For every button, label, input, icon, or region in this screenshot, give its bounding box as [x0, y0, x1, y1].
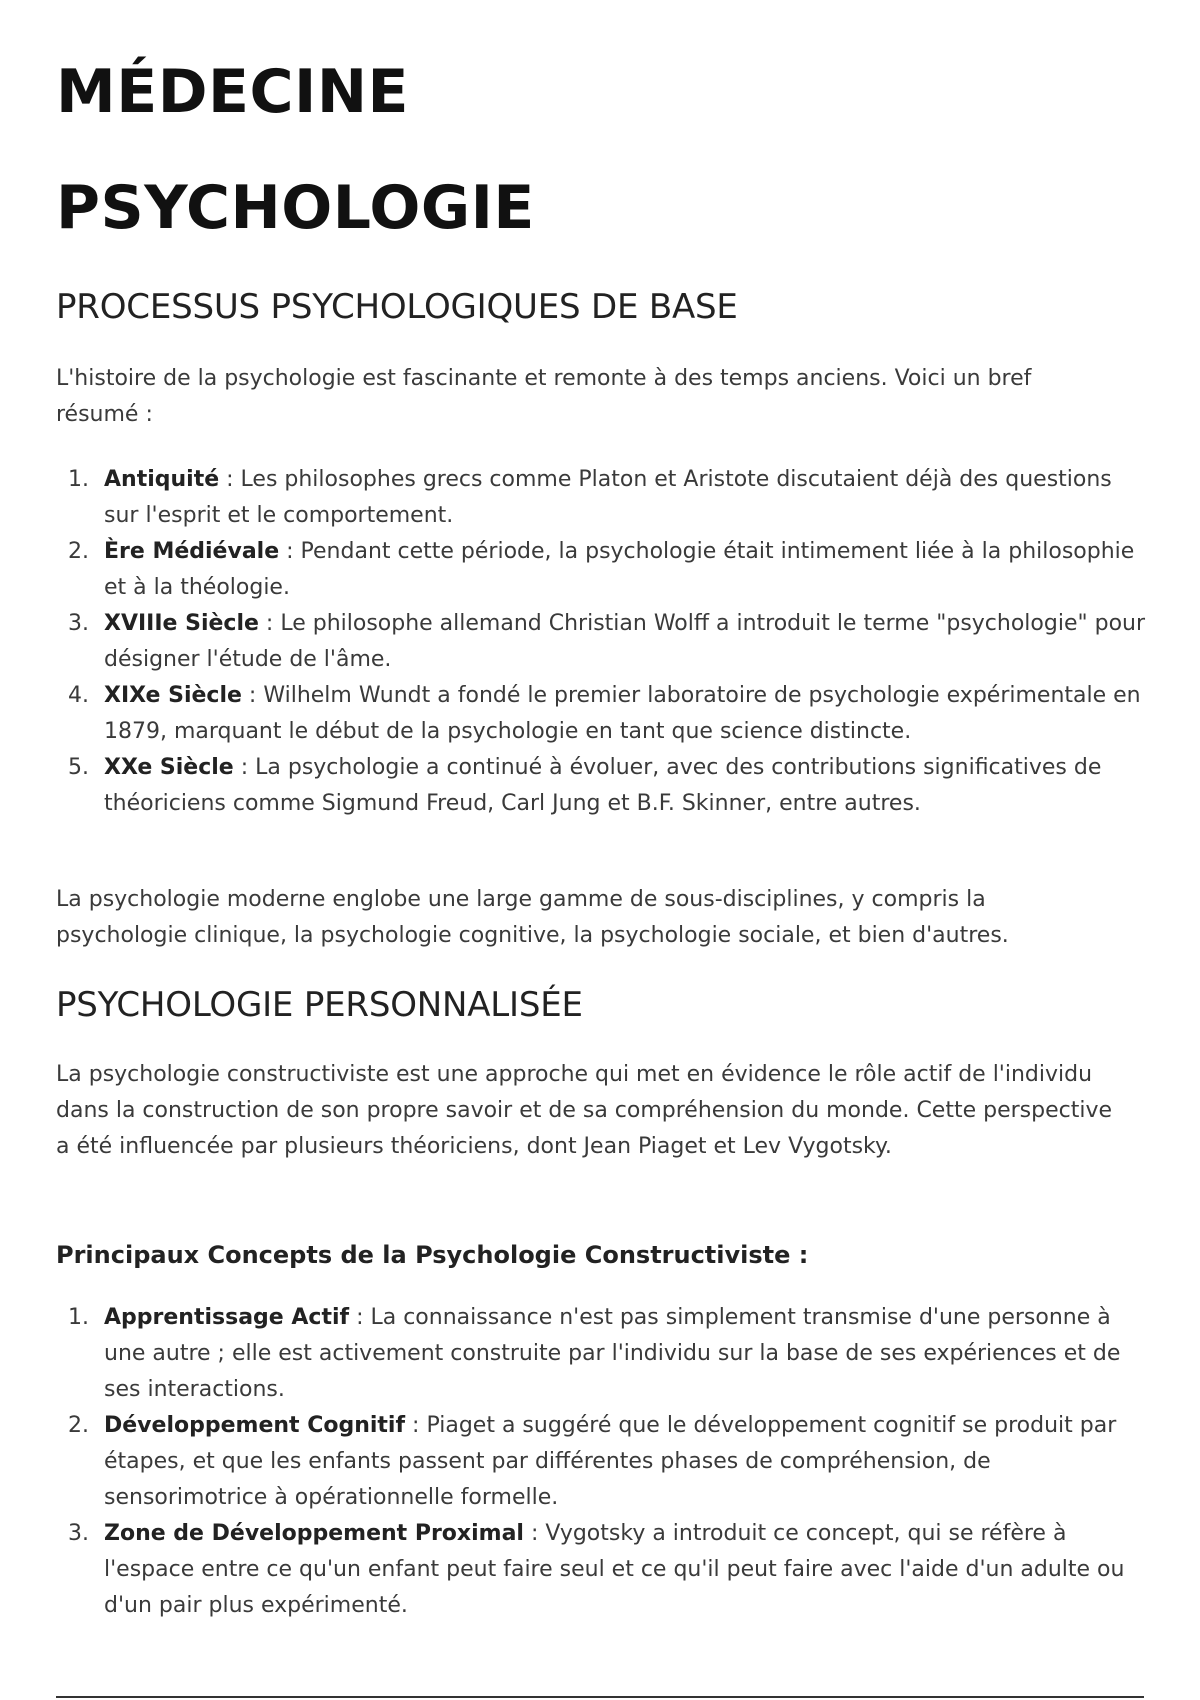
list-item: [56, 750, 1146, 822]
list-item-term: Zone de Développement Proximal: [104, 1521, 524, 1546]
list-item: [56, 462, 1146, 534]
list-item-term: Antiquité: [104, 467, 220, 492]
list-item-text: : Pendant cette période, la psychologie était intimement liée à la philosophie et à la théologie.: [104, 539, 1135, 600]
section-heading-processus: PROCESSUS PSYCHOLOGIQUES DE BASE: [56, 287, 738, 327]
list-item-number: 4.: [68, 683, 89, 708]
list-item: [56, 1408, 1146, 1516]
list-item-text: : La connaissance n'est pas simplement transmise d'une personne à une autre ; elle est activement construite par l'individu sur la base de ses expériences et de ses interactions.: [104, 1305, 1121, 1402]
document-title: MÉDECINE: [56, 57, 410, 127]
list-item-term: Ère Médiévale: [104, 539, 280, 564]
list-item-term: XXe Siècle: [104, 755, 234, 780]
list-item-text: : La psychologie a continué à évoluer, avec des contributions significatives de théoriciens comme Sigmund Freud, Carl Jung et B.F. Skinner, entre autres.: [104, 755, 1102, 816]
document-subtitle: PSYCHOLOGIE: [56, 173, 535, 243]
list-item-text: : Vygotsky a introduit ce concept, qui se réfère à l'espace entre ce qu'un enfant peut faire seul et ce qu'il peut faire avec l'aide d'un adulte ou d'un pair plus expérimenté.: [104, 1521, 1125, 1618]
list-item-number: 5.: [68, 755, 89, 780]
list-item-text: : Le philosophe allemand Christian Wolff a introduit le terme "psychologie" pour désigner l'étude de l'âme.: [104, 611, 1146, 672]
list-item: [56, 534, 1146, 606]
section2-intro: La psychologie constructiviste est une approche qui met en évidence le rôle actif de l'individu dans la construction de son propre savoir et de sa compréhension du monde. Cette perspective a été influencée par plusieurs théoriciens, dont Jean Piaget et Lev Vygotsky.: [56, 1062, 1113, 1159]
list-item-text: : Piaget a suggéré que le développement cognitif se produit par étapes, et que les enfants passent par différentes phases de compréhension, de sensorimotrice à opérationnelle formelle.: [104, 1413, 1117, 1510]
page-divider: [56, 1696, 1144, 1698]
list-item: [56, 1516, 1146, 1624]
history-list: [56, 462, 1146, 822]
list-item-number: 1.: [68, 467, 89, 492]
list-item-number: 3.: [68, 1521, 89, 1546]
list-item-term: XVIIIe Siècle: [104, 611, 259, 636]
list-item-term: XIXe Siècle: [104, 683, 242, 708]
list-item: [56, 678, 1146, 750]
list-item-term: Développement Cognitif: [104, 1413, 406, 1438]
list-item-text: : Wilhelm Wundt a fondé le premier laboratoire de psychologie expérimentale en 1879, marquant le début de la psychologie en tant que science distincte.: [104, 683, 1141, 744]
concepts-list: [56, 1300, 1146, 1624]
section1-outro: La psychologie moderne englobe une large gamme de sous-disciplines, y compris la psychologie clinique, la psychologie cognitive, la psychologie sociale, et bien d'autres.: [56, 887, 1009, 948]
section1-intro: L'histoire de la psychologie est fascinante et remonte à des temps anciens. Voici un bref résumé :: [56, 366, 1032, 427]
list-item-text: : Les philosophes grecs comme Platon et Aristote discutaient déjà des questions sur l'esprit et le comportement.: [104, 467, 1112, 528]
list-item: [56, 1300, 1146, 1408]
list-item-number: 2.: [68, 1413, 89, 1438]
list-item-number: 3.: [68, 611, 89, 636]
list-item-number: 2.: [68, 539, 89, 564]
concepts-subheading: Principaux Concepts de la Psychologie Constructiviste :: [56, 1241, 809, 1269]
list-item: [56, 606, 1146, 678]
list-item-term: Apprentissage Actif: [104, 1305, 350, 1330]
list-item-number: 1.: [68, 1305, 89, 1330]
section-heading-personnalisee: PSYCHOLOGIE PERSONNALISÉE: [56, 985, 583, 1025]
